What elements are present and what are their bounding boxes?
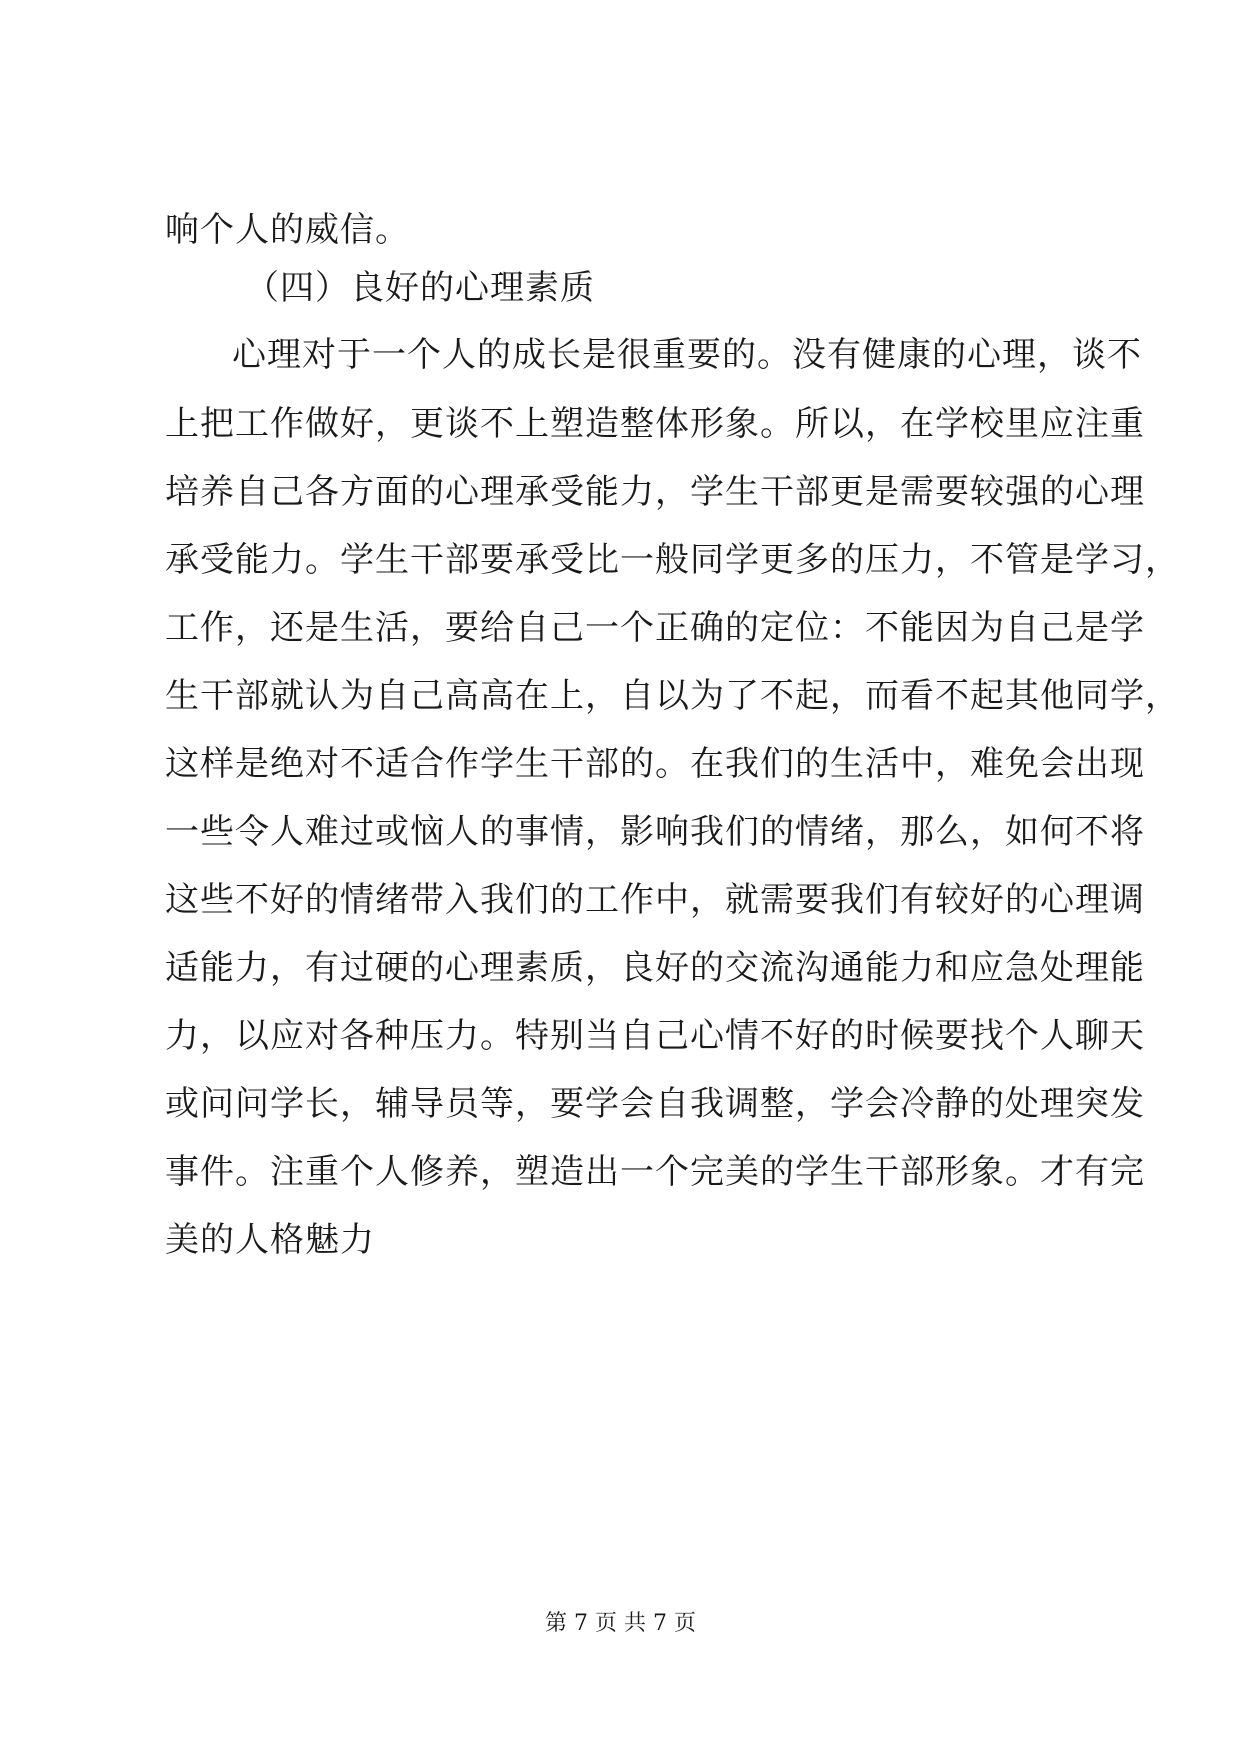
body-line: 一些令人难过或恼人的事情，影响我们的情绪，那么，如何不将 xyxy=(165,812,1145,852)
body-line: 承受能力。学生干部要承受比一般同学更多的压力，不管是学习， xyxy=(165,540,1180,580)
body-line: 上把工作做好，更谈不上塑造整体形象。所以，在学校里应注重 xyxy=(165,404,1145,444)
body-line: 美的人格魅力 xyxy=(165,1220,375,1260)
body-line: 这些不好的情绪带入我们的工作中，就需要我们有较好的心理调 xyxy=(165,880,1145,920)
body-line: 适能力，有过硬的心理素质，良好的交流沟通能力和应急处理能 xyxy=(165,948,1145,988)
page-number-footer: 第 7 页 共 7 页 xyxy=(545,1611,696,1636)
body-line: 心理对于一个人的成长是很重要的。没有健康的心理，谈不 xyxy=(232,335,1142,375)
body-line: 或问问学长，辅导员等，要学会自我调整，学会冷静的处理突发 xyxy=(165,1084,1145,1124)
body-line: 工作，还是生活，要给自己一个正确的定位：不能因为自己是学 xyxy=(165,608,1145,648)
body-line: 事件。注重个人修养，塑造出一个完美的学生干部形象。才有完 xyxy=(165,1152,1145,1192)
body-line: 力，以应对各种压力。特别当自己心情不好的时候要找个人聊天 xyxy=(165,1016,1145,1056)
body-line: 生干部就认为自己高高在上，自以为了不起，而看不起其他同学， xyxy=(165,676,1180,716)
section-heading: （四）良好的心理素质 xyxy=(245,268,595,308)
paragraph-continuation: 响个人的威信。 xyxy=(165,210,410,250)
body-line: 培养自己各方面的心理承受能力，学生干部更是需要较强的心理 xyxy=(165,472,1145,512)
body-line: 这样是绝对不适合作学生干部的。在我们的生活中，难免会出现 xyxy=(165,744,1145,784)
